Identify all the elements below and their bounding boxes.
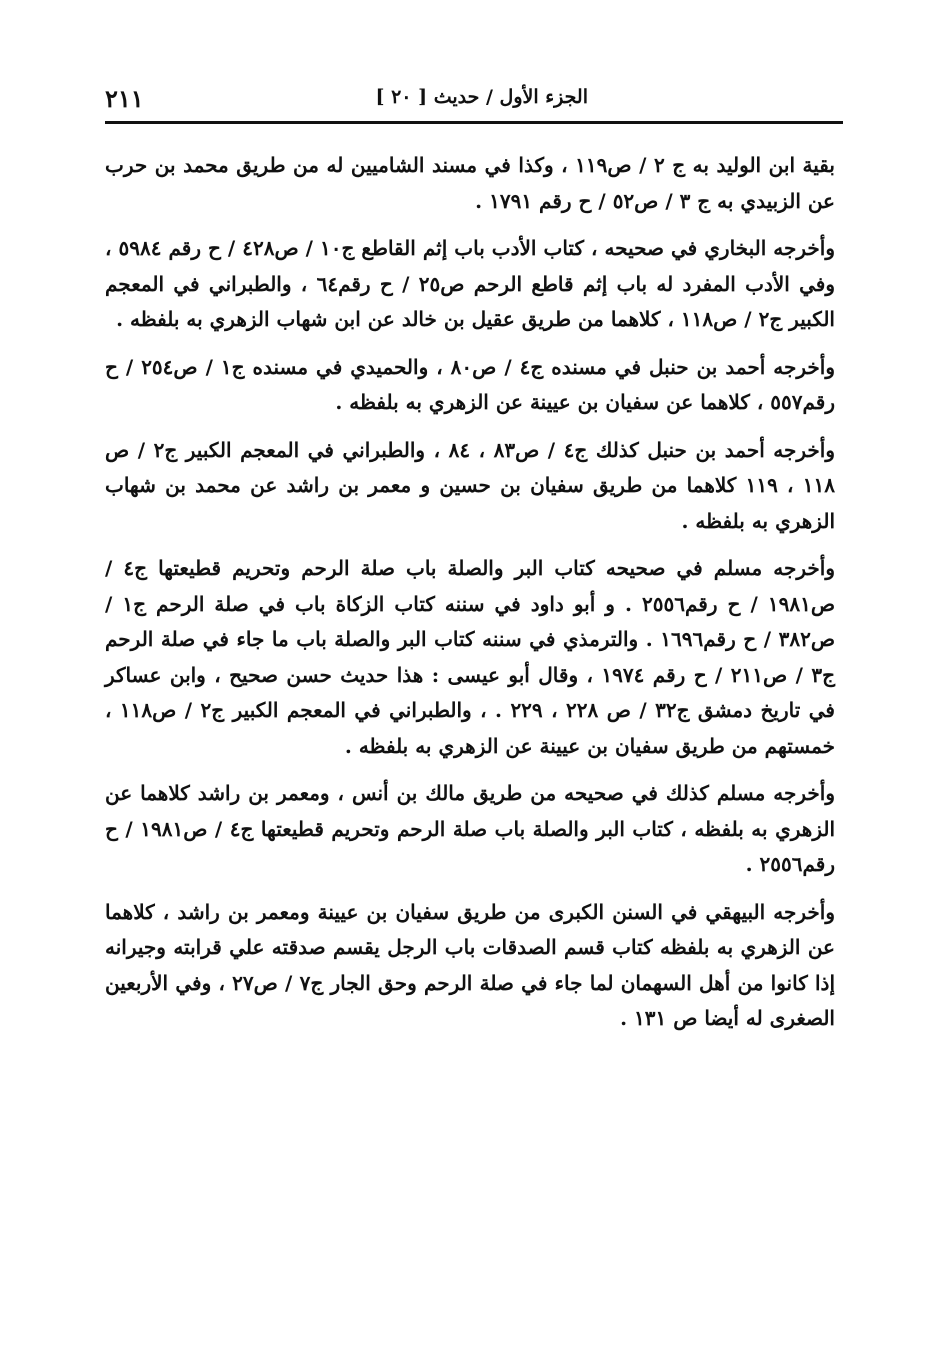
paragraph: بقية ابن الوليد به ج ٢ / ص١١٩ ، وكذا في مسند الشاميين له من طريق محمد بن حرب عن الزبيدي به ج ٣ / ص٥٢ / ح رقم ١٧٩١ . bbox=[105, 153, 835, 213]
paragraph: وأخرجه البخاري في صحيحه ، كتاب الأدب باب إثم القاطع ج١٠ / ص٤٢٨ / ح رقم ٥٩٨٤ ، وفي الأدب المفرد له باب إثم قاطع الرحم ص٢٥ / ح رقم٦٤ ، والطبراني في المعجم الكبير ج٢ / ص١١٨ ، كلاهما من طريق عقيل بن خالد عن ابن شهاب الزهري به بلفظه . bbox=[105, 236, 836, 331]
paragraph: وأخرجه مسلم كذلك في صحيحه من طريق مالك بن أنس ، ومعمر بن راشد كلاهما عن الزهري به بلفظه ، كتاب البر والصلة باب صلة الرحم وتحريم قطيعتها ج٤ / ص١٩٨١ / ح رقم٢٥٥٦ . bbox=[105, 781, 835, 876]
paragraph: وأخرجه مسلم في صحيحه كتاب البر والصلة باب صلة الرحم وتحريم قطيعتها ج٤ / ص١٩٨١ / ح رقم٢٥٥٦ . و أبو داود في سننه كتاب الزكاة باب في صلة الرحم ج١ / ص٣٨٢ / ح رقم١٦٩٦ . والترمذي في سننه كتاب البر والصلة باب ما جاء في صلة الرحم ج٣ / ص٢١١ / ح رقم ١٩٧٤ ، وقال أبو عيسى : هذا حديث حسن صحيح ، وابن عساكر في تاريخ دمشق ج٣٢ / ص ٢٢٨ ، ٢٢٩ . ، والطبراني في المعجم الكبير ج٢ / ص١١٨ ، خمستهم من طريق سفيان بن عيينة عن الزهري به بلفظه . bbox=[105, 556, 835, 758]
paragraph: وأخرجه أحمد بن حنبل في مسنده ج٤ / ص٨٠ ، والحميدي في مسنده ج١ / ص٢٥٤ / ح رقم٥٥٧ ، كلاهما عن سفيان بن عيينة عن الزهري به بلفظه . bbox=[105, 354, 835, 414]
paragraph: وأخرجه أحمد بن حنبل كذلك ج٤ / ص٨٣ ، ٨٤ ، والطبراني في المعجم الكبير ج٢ / ص ١١٨ ، ١١٩ كلاهما من طريق سفيان بن حسين و معمر بن راشد عن محمد بن شهاب الزهري به بلفظه . bbox=[105, 437, 835, 533]
page-header bbox=[105, 82, 843, 120]
paragraph: وأخرجه البيهقي في السنن الكبرى من طريق سفيان بن عيينة ومعمر بن راشد ، كلاهما عن الزهري به بلفظه كتاب قسم الصدقات باب الرجل يقسم صدقته علي قرابته وجيرانه إذا كانوا من أهل السهمان لما جاء في صلة الرحم وحق الجار ج٧ / ص٢٧ ، وفي الأربعين الصغرى له أيضا ص ١٣١ . bbox=[105, 899, 835, 1030]
body-text bbox=[105, 148, 835, 1049]
running-head: الجزء الأول / حديث [ ٢٠ ] bbox=[375, 86, 588, 108]
page-number: ٢١١ bbox=[105, 84, 144, 113]
header-rule bbox=[105, 121, 843, 124]
